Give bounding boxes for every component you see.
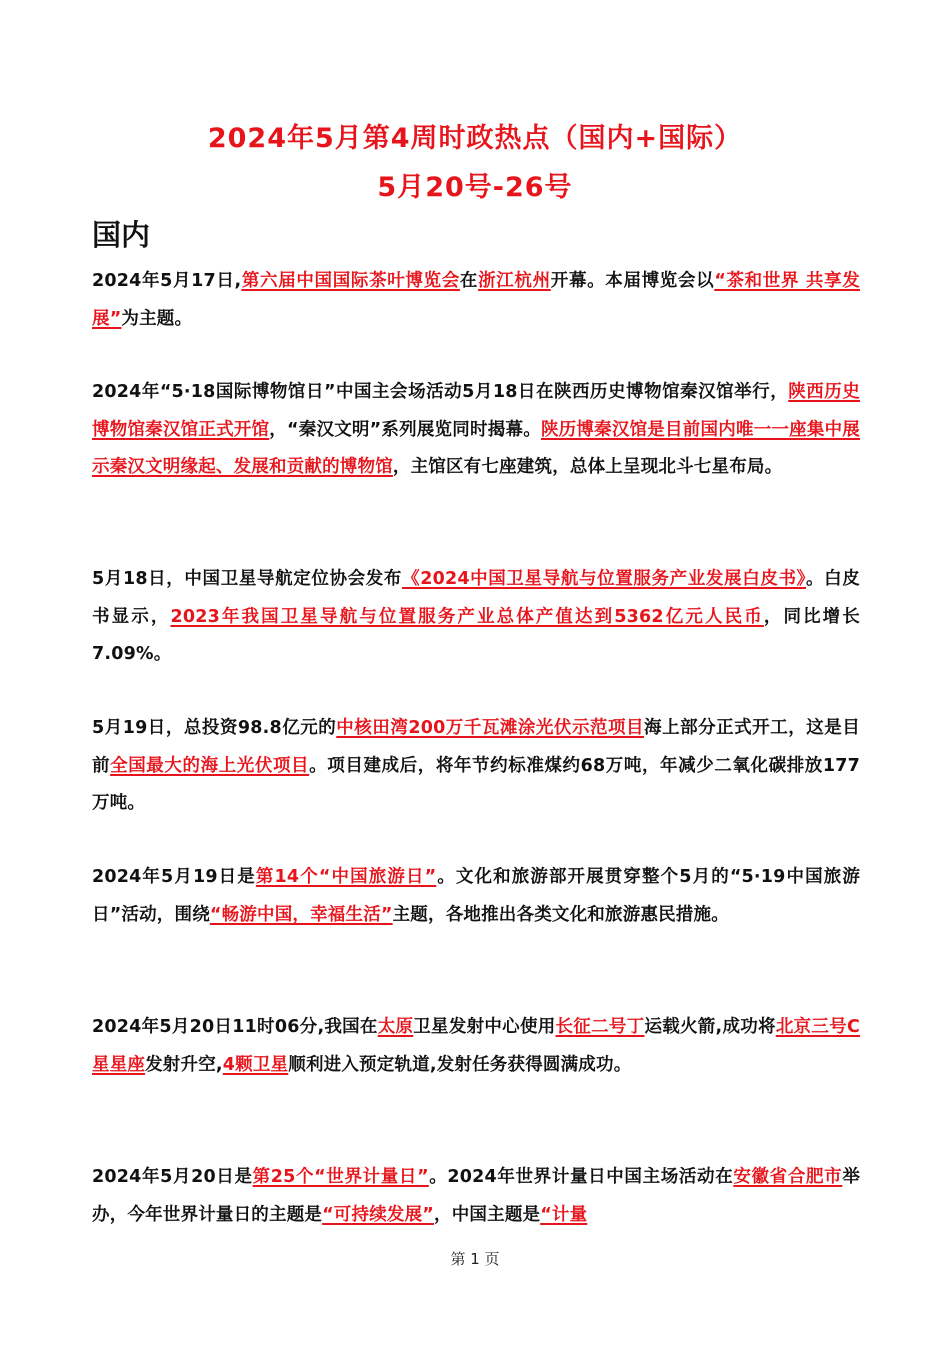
paragraph-text: 2024年“5·18国际博物馆日”中国主会场活动5月18日在陕西历史博物馆秦汉馆举行，	[92, 382, 789, 402]
paragraph-text: 运载火箭,成功将	[644, 1017, 776, 1037]
highlighted-text: 长征二号丁	[555, 1017, 645, 1037]
document-title: 2024年5月第4周时政热点（国内+国际）	[207, 123, 743, 154]
paragraph-text: 开幕。本届博览会以	[550, 271, 715, 291]
paragraph-text: 主题，各地推出各类文化和旅游惠民措施。	[392, 904, 729, 925]
highlighted-text: 《2024中国卫星导航与位置服务产业发展白皮书》	[402, 569, 806, 589]
paragraph-text: 2024年5月19日是	[92, 867, 256, 887]
highlighted-text: 第14个“中国旅游日”	[255, 867, 437, 887]
news-paragraph	[92, 859, 860, 934]
paragraph-text: 。白皮书显示，	[92, 569, 860, 627]
news-paragraph	[92, 1159, 860, 1234]
highlighted-text: 4颗卫星	[222, 1054, 289, 1075]
news-paragraph	[92, 374, 860, 487]
paragraph-text: 举办，今年世界计量日的主题是	[92, 1167, 861, 1225]
highlighted-text: 全国最大的海上光伏项目	[110, 755, 310, 776]
news-paragraph	[92, 710, 860, 823]
paragraph-text: ，“秦汉文明”系列展览同时揭幕。	[269, 419, 541, 440]
paragraph-text: 为主题。	[121, 308, 193, 329]
document-subtitle-date-range: 5月20号-26号	[377, 172, 573, 203]
paragraph-text: ，中国主题是	[434, 1204, 541, 1225]
highlighted-text: 北京三号C星星座	[92, 1017, 860, 1075]
paragraph-text: 卫星发射中心使用	[413, 1017, 556, 1037]
highlighted-text: 2023年我国卫星导航与位置服务产业总体产值达到5362亿元人民币	[170, 606, 764, 627]
paragraph-text: 2024年5月20日是	[92, 1167, 253, 1187]
paragraph-text: 5月19日，总投资98.8亿元的	[92, 718, 337, 738]
highlighted-text: “可持续发展”	[322, 1204, 435, 1225]
highlighted-text: 安徽省合肥市	[733, 1167, 843, 1187]
highlighted-text: 太原	[377, 1017, 414, 1037]
news-paragraph	[92, 561, 860, 674]
highlighted-text: 浙江杭州	[478, 271, 551, 291]
paragraph-text: 海上部分正式开工，这是目前	[92, 718, 860, 776]
highlighted-text: “计量	[540, 1204, 588, 1225]
paragraph-text: 5月18日，中国卫星导航定位协会发布	[92, 569, 403, 589]
highlighted-text: “畅游中国，幸福生活”	[209, 904, 393, 925]
paragraph-text: 2024年5月20日11时06分,我国在	[92, 1017, 378, 1037]
highlighted-text: 中核田湾200万千瓦滩涂光伏示范项目	[336, 718, 645, 738]
paragraph-text: 。项目建成后，将年节约标准煤约68万吨，年减少二氧化碳排放177万吨。	[92, 755, 861, 813]
highlighted-text: 陕西历史博物馆秦汉馆正式开馆	[92, 382, 860, 440]
paragraph-text: 在	[459, 271, 479, 291]
highlighted-text: 第25个“世界计量日”	[252, 1167, 429, 1187]
highlighted-text: 第六届中国国际茶叶博览会	[241, 271, 460, 291]
news-paragraph	[92, 263, 860, 338]
paragraph-text: 2024年5月17日,	[92, 271, 242, 291]
paragraph-text: 顺利进入预定轨道,发射任务获得圆满成功。	[288, 1054, 632, 1075]
paragraph-text: ，同比增长7.09%。	[92, 606, 861, 664]
paragraph-text: 。2024年世界计量日中国主场活动在	[428, 1167, 734, 1187]
paragraph-text: 发射升空,	[145, 1054, 223, 1075]
highlighted-text: 陕历博秦汉馆是目前国内唯一一座集中展示秦汉文明缘起、发展和贡献的博物馆	[92, 419, 861, 477]
paragraph-text: 。文化和旅游部开展贯穿整个5月的“5·19中国旅游日”活动，围绕	[92, 867, 861, 925]
section-heading-domestic: 国内	[92, 218, 151, 252]
highlighted-text: “茶和世界 共享发展”	[92, 271, 860, 329]
paragraph-text: ，主馆区有七座建筑，总体上呈现北斗七星布局。	[392, 457, 783, 477]
page-number: 第 1 页	[450, 1250, 500, 1268]
news-paragraph	[92, 1009, 860, 1084]
